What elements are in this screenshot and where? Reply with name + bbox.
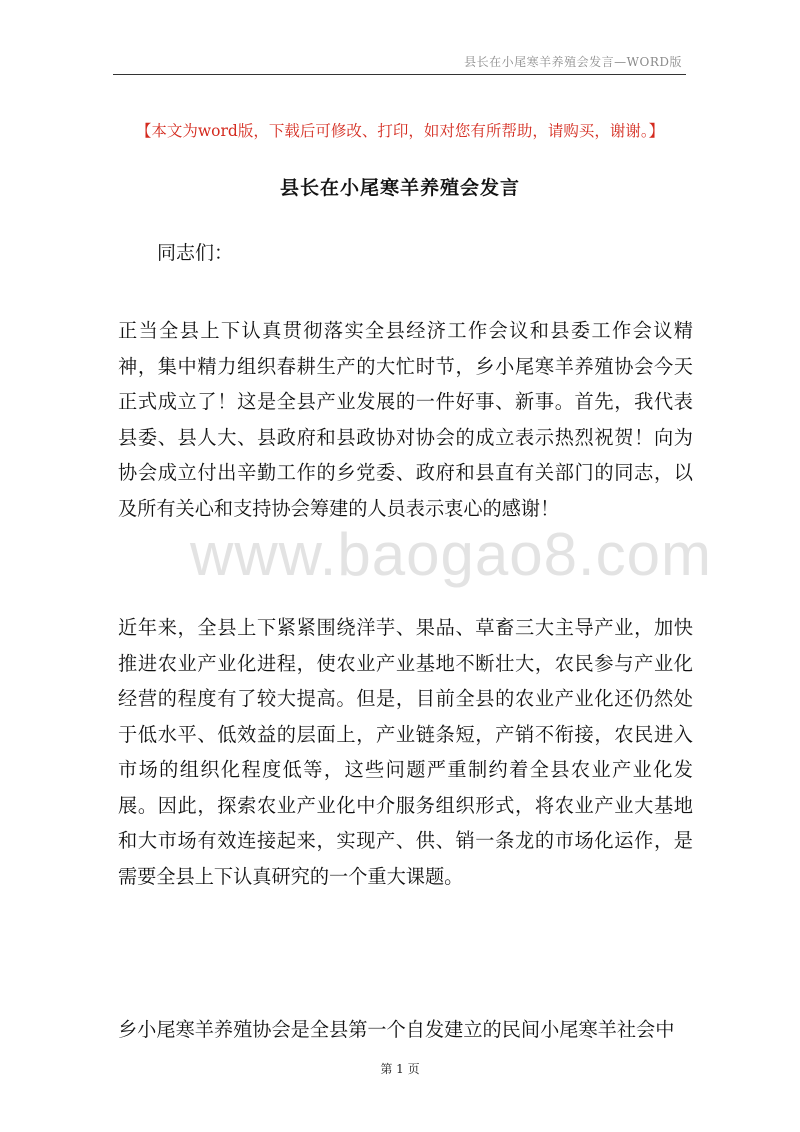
body-paragraph-1: 正当全县上下认真贯彻落实全县经济工作会议和县委工作会议精神，集中精力组织春耕生产的大忙时节，乡小尾寒羊养殖协会今天正式成立了！这是全县产业发展的一件好事、新事。首先，我代表县委、县人大、县政府和县政协对协会的成立表示热烈祝贺！向为协会成立付出辛勤工作的乡党委、政府和县直有关部门的同志，以及所有关心和支持协会筹建的人员表示衷心的感谢！ [118,319,693,520]
running-header: 县长在小尾寒羊养殖会发言—WORD版 [464,55,682,69]
body-paragraph-3: 乡小尾寒羊养殖协会是全县第一个自发建立的民间小尾寒羊社会中 [118,1018,675,1041]
body-paragraph-2: 近年来，全县上下紧紧围绕洋芋、果品、草畜三大主导产业，加快推进农业产业化进程，使农业产业基地不断壮大，农民参与产业化经营的程度有了较大提高。但是，目前全县的农业产业化还仍然处于低水平、低效益的层面上，产业链条短，产销不衔接，农民进入市场的组织化程度低等，这些问题严重制约着全县农业产业化发展。因此，探索农业产业化中介服务组织形式，将农业产业大基地和大市场有效连接起来，实现产、供、销一条龙的市场化运作，是需要全县上下认真研究的一个重大课题。 [118,616,693,888]
page-number: 第 1 页 [380,1062,420,1076]
document-title: 县长在小尾寒羊养殖会发言 [279,177,520,199]
watermark: www.baogao8.com [190,521,712,588]
salutation: 同志们： [157,242,234,264]
download-notice: 【本文为word版，下载后可修改、打印，如对您有所帮助，请购买，谢谢。】 [135,122,665,140]
header-divider [113,74,686,75]
